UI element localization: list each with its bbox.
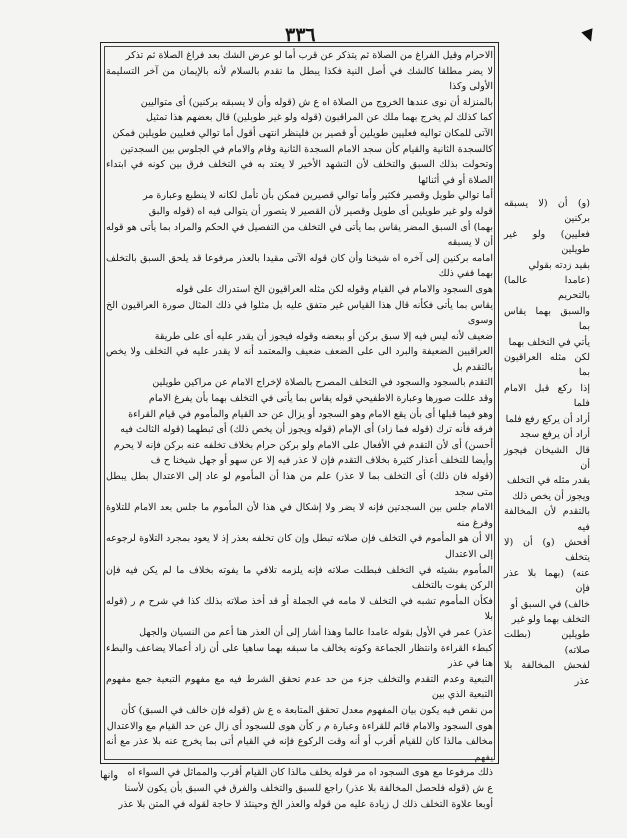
matn-line: عنه) (بهما بلا عذر فإن bbox=[504, 567, 590, 595]
commentary-line: أحسن) أى لأن التقدم في الأفعال على الامام ولو بركن حرام بخلاف تخلفه عنه بركن فإنه لا يحرم bbox=[113, 439, 493, 451]
matn-line: بالتقدم لأن المخالفة فيه bbox=[504, 506, 590, 533]
matn-line: والسبق بهما يقاس بما bbox=[504, 305, 590, 333]
matn-line: ويجوز أن يخص ذلك bbox=[512, 490, 590, 502]
commentary-line: ع ش (قوله فلحصل المخالفة بلا عذر) راجع للسبق والتخلف والفرق في السبق بأن يكون لأسنا bbox=[124, 782, 493, 794]
side-matn-column bbox=[504, 196, 590, 687]
matn-line: إذا ركع قبل الامام فلما bbox=[504, 382, 590, 410]
matn-line: أراد أن يركع رفع فلما bbox=[505, 413, 590, 425]
matn-line: (و) أن (لا يسبقه بركنين bbox=[504, 198, 590, 225]
commentary-line: كبطء القراءة وانتظار الجماعة وكونه يخالف ما سبقه بهما ساهيا على أن زاد أعمالا يضاعف والبطء هنا في عذر bbox=[106, 642, 493, 670]
commentary-line: التقدم بالسجود والسجود في التخلف المصرح بالصلاة لإخراج الامام عن مراكين طويلين bbox=[152, 377, 493, 389]
matn-line: أراد أن يرفع سجد bbox=[519, 429, 590, 441]
commentary-line: أوبعا علاوة التخلف ذلك ل زيادة عليه من قوله والعذر الخ وحينئذ لا حاجة لقوله في المتن بلا عذر bbox=[118, 798, 493, 810]
commentary-line: قوله ولو غير طويلين أى طويل وقصير لأن القصير لا يتصور أن يتوالى فيه اه (قوله والبق bbox=[148, 205, 493, 217]
commentary-line: هوى السجود والامام قائم للقراءة وعبارة م ر كأن هوى للسجود أى زال عن حد القيام مع والاعتدال bbox=[106, 720, 493, 732]
matn-line: فعليين) ولو غير طويلين bbox=[504, 228, 590, 256]
commentary-line: أما توالي طويل وقصير فكثير وأما توالي قصيرين فمكن بأن تأمل لكانه لا ينطبع وعبارة مر bbox=[142, 190, 493, 202]
matn-line: خالف) في السبق أو bbox=[510, 598, 590, 610]
matn-line: أفحش (و) أن (لا يتخلف bbox=[504, 536, 590, 564]
matn-line: يقدر مثله في التخلف bbox=[506, 475, 590, 487]
matn-line: يأتي في التخلف بهما bbox=[508, 336, 590, 348]
commentary-line: الا أن هو المأموم في التخلف فإن صلاته تبطل وإن كان تخلفه بعذر إذ لا يعود بمجرد التلاوة لرجوعه إلى الاعتدال bbox=[106, 533, 493, 560]
commentary-line: مخالف مالذا كان للقيام أقرب أو أنه وقت الركوع فإنه في القيام أتى بما يخرج عنه بلا عذر مع أنه يفهم bbox=[106, 736, 493, 763]
commentary-line: التبعية وعدم التقدم والتخلف جزء من حد عدم تحقق الشرط فيه مع مفهوم التبعية جمع مفهوم التبعية الذي بين bbox=[106, 673, 493, 701]
commentary-line: ضعيف لأنه ليس فيه إلا سبق بركن أو ببعضه وقوله فيجوز أن يقدر عليه أى على طريقة bbox=[154, 330, 493, 342]
commentary-line: فرقه فأنه ترك (قوله فما زاد) أى الإمام (قوله ويجوز أن يخص ذلك) أى ثبطهما (قوله الثالث فيه bbox=[120, 424, 493, 436]
matn-line: لفحش المخالفة بلا عذر bbox=[504, 660, 590, 687]
page-number: ٣٣٦ bbox=[285, 24, 316, 46]
commentary-line: بالمنزلة أن نوى عندها الخروج من الصلاة اه ع ش (قوله وأن لا يسبقه بركنين) أى متواليين bbox=[140, 96, 493, 108]
commentary-line: المأموم بشيئه في التخلف فبطلت صلاته فإنه يلزمه تلافي ما يفوته بخلاف ما لم يكن فيه فإن الركن يفوت بالتخلف bbox=[106, 564, 493, 592]
catchword: وانها bbox=[100, 770, 119, 781]
commentary-line: ذلك مرفوعا مع هوى السجود اه مر قوله يخلف مالذا كان القيام أقرب والمماثل في السواء اه bbox=[127, 767, 493, 779]
commentary-line: بهما) أى السبق المضر يقاس بما يأتى في التخلف من التفصيل في الحكم والمراد بما يأتى هو قوله أن لا يسبقه bbox=[106, 221, 493, 249]
commentary-line: وهو فيما قبلها أى بأن يقع الامام وهو السجود أو يزال عن حد القيام والمأموم في قيام القراءة bbox=[128, 408, 493, 420]
commentary-line: وتحولت بذلك السبق والتخلف لأن التشهد الأخير لا يعتد به في التخلف فرق بين كونه في ابتداء الصلاة أو في أثنائها bbox=[106, 159, 493, 186]
commentary-line: يقاس بما يأتى فكأنه قال هذا القياس غير متفق عليه بل مثلوا في ذلك المثال صورة العراقيون الخ وسوى bbox=[106, 299, 493, 327]
commentary-line: فكأن المأموم تشبه في التخلف لا مامه في الجملة أو قد أخذ صلاته بذلك كذا في شرح م ر (قوله بلا bbox=[106, 595, 493, 623]
commentary-line: هوى السجود والامام في القيام وقوله لكن مثله العراقيون الخ استدراك على قوله bbox=[175, 283, 493, 295]
matn-line: لكن مثله العراقيون بما bbox=[504, 352, 590, 379]
corner-mark bbox=[581, 28, 596, 43]
commentary-line: الآتى للمكان تواليه فعليين طويلين أو قصير بن فلينظر انتهى أقول أما توالي فعليين طويلين فمكن bbox=[112, 127, 493, 139]
commentary-line: من نقص فيه يكون بيان المفهوم معدل تحقق المتابعة ه ع ش (قوله فإن خالف في السبق) كأن bbox=[121, 704, 493, 716]
matn-line: طويلين (بطلت صلاته) bbox=[504, 629, 590, 656]
matn-line: بقيد زدته بقولي bbox=[528, 259, 590, 271]
matn-line: (عامدا عالما) بالتحريم bbox=[504, 275, 590, 302]
commentary-line: الامام جلس بين السجدتين فإنه لا يضر ولا إشكال في هذا لأن المأموم ما جلس بعد الامام للتلاوة وفرغ منه bbox=[106, 502, 493, 529]
commentary-line: امامه بركنين إلى آخره اه شيخنا وأن كان قوله الآتى مقيدا بالعذر مرفوعا قد يلحق السبق بالتخلف بهما ففي ذلك bbox=[106, 252, 493, 280]
commentary-line: الاحرام وقيل الفراغ من الصلاة ثم يتذكر عن قرب أما لو عرض الشك بعد فراغ الصلاة ثم تذكر bbox=[125, 50, 493, 61]
commentary-line: كالسجدة الثانية والقيام كأن سجد الامام السجدة الثانية وقام والامام في الجلوس بين السجدتين bbox=[120, 143, 493, 155]
matn-line: التخلف بهما ولو غير bbox=[511, 613, 590, 625]
commentary-line: عذر) عمر في الأول بقوله عامدا عالما وهذا أشار إلى أن العذر هنا أعم من النسيان والجهل bbox=[139, 626, 493, 638]
commentary-line: وقد عللت صورها وعبارة الاطفيحي قوله يقاس بما يأتى في التخلف بهما بأن يفرغ الامام bbox=[148, 393, 493, 405]
matn-line: قال الشيخان فيجوز أن bbox=[504, 444, 590, 471]
commentary-line: (قوله فان ذلك) أى التخلف بما لا عذر) علم من هذا أن المأموم لو عاد إلى الاعتدال بطل يبطل متى سجد bbox=[106, 471, 493, 498]
commentary-line: لا يضر مطلقا كالشك في أصل النية فكذا يبطل ما تقدم بالسلام لأنه بالإيمان من آخر التسليمة الأولى وكذا bbox=[106, 65, 493, 93]
commentary-line: وأيضا للتخلف أعذار كثيرة بخلاف التقدم فإن لا عذر فيه إلا عن سهو أو جهل شيخنا ح ف bbox=[150, 455, 493, 467]
commentary-line: كما كذلك لم يخرج بهما ملك عن المراقبون (قوله ولو غير طوبلين) قال بعضهم هذا تمثيل bbox=[145, 112, 493, 124]
commentary-line: العراقيين الضعيفة والبرد الى على الضعف ضعيف والمعتمد أنه لا يقدر عليه في التخلف ولا يخص بالتقدم بل bbox=[106, 346, 493, 373]
